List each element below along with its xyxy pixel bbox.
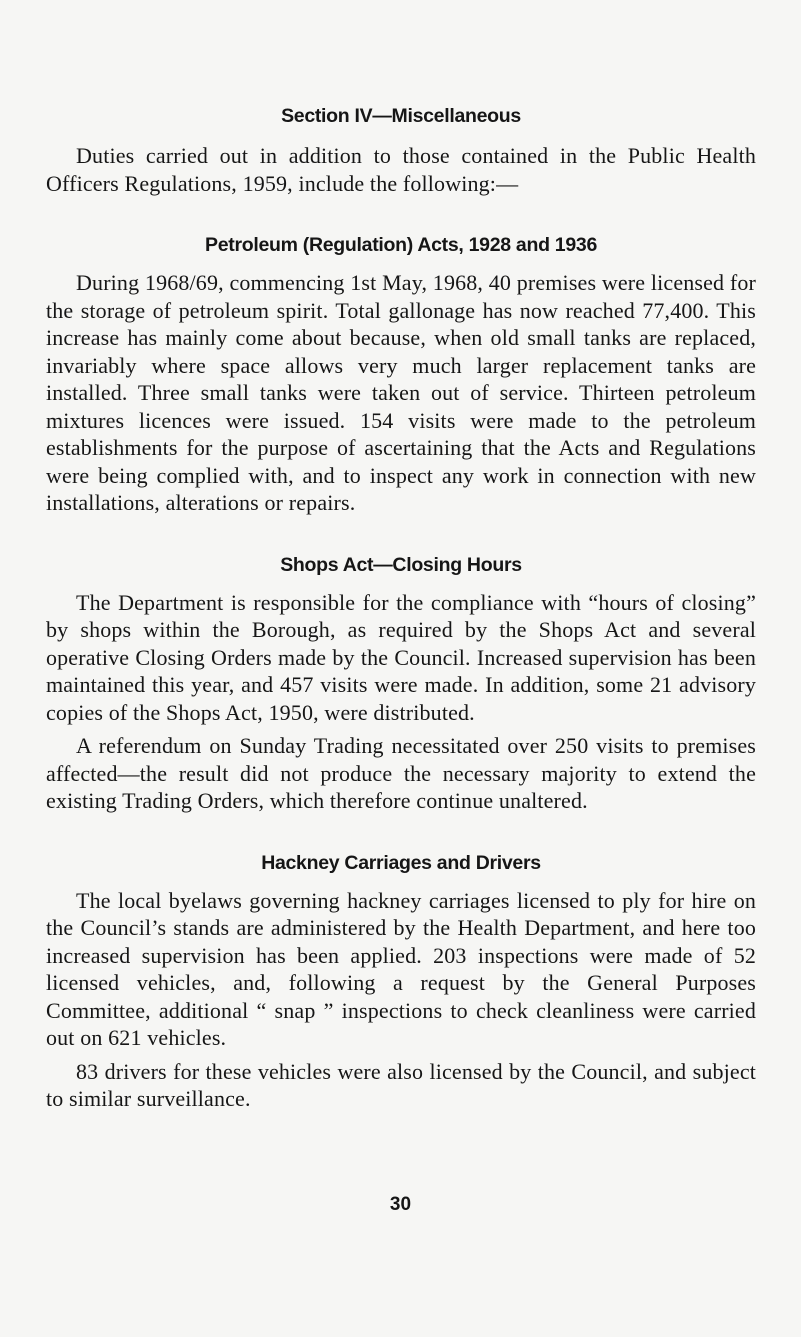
petroleum-paragraph: During 1968/69, commencing 1st May, 1968, 40 premises were licensed for the storage of petroleum spirit. Total gallonage has now reached 77,400. This increase has mainly come about because, when old small tanks are replaced, invariably where space allows very much larger replacement tanks are installed. Three small tanks were taken out of service. Thirteen petroleum mixtures licences were issued. 154 visits were made to the petroleum establishments for the purpose of ascertaining that the Acts and Regulations were being complied with, and to inspect any work in connection with new installations, alterations or repairs. [46,270,756,515]
page-number: 30 [389,1194,412,1215]
hackney-paragraph-2: 83 drivers for these vehicles were also licensed by the Council, and subject to similar surveillance. [46,1058,756,1111]
petroleum-heading: Petroleum (Regulation) Acts, 1928 and 1936 [205,234,597,256]
hackney-heading: Hackney Carriages and Drivers [261,851,541,874]
page-content [46,94,756,1119]
intro-paragraph: Duties carried out in addition to those contained in the Public Health Officers Regulations, 1959, include the following:— [46,143,756,196]
shops-act-paragraph-1: The Department is responsible for the compliance with “hours of closing” by shops within the Borough, as required by the Shops Act and several operative Closing Orders made by the Council. Increased supervision has been maintained this year, and 457 visits were made. In addition, some 21 advisory copies of the Shops Act, 1950, were distributed. [46,589,756,725]
hackney-paragraph-1: The local byelaws governing hackney carriages licensed to ply for hire on the Council’s stands are administered by the Health Department, and here too increased supervision has been applied. 203 inspections were made of 52 licensed vehicles, and, following a request by the General Purposes Committee, additional “ snap ” inspections to check cleanliness were carried out on 621 vehicles. [46,887,756,1050]
shops-act-heading: Shops Act—Closing Hours [280,553,522,576]
section-title: Section IV—Miscellaneous [281,105,521,127]
shops-act-paragraph-2: A referendum on Sunday Trading necessitated over 250 visits to premises affected—the result did not produce the necessary majority to extend the existing Trading Orders, which therefore continue unaltered. [46,733,756,813]
